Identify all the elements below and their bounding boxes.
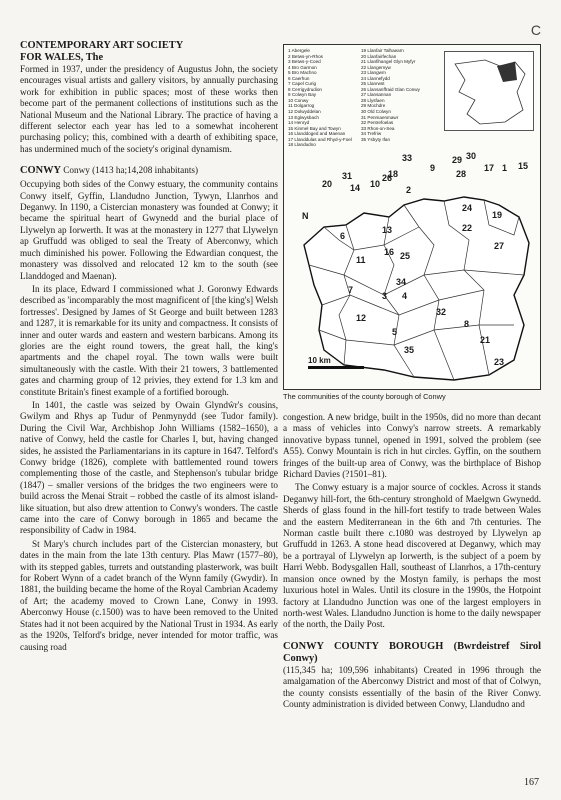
north-arrow: N [302,211,309,221]
right-paragraph-2: The Conwy estuary is a major source of cockles. Across it stands Deganwy hill-fort, the 6th-century stronghold of Maelgwn Gwynedd. Sherds of glass found in the hill-fort testify to trade between Wales and the eastern Mediterranean in the 6th and 7th centuries. The Norman castle built there c.1080 was destroyed by Llywelyn ap Gruffudd in 1263. A stone head discovered at Deganwy, which may be a portrayal of Llywelyn ap Iorwerth, is the subject of a poem by Harri Webb. Bodysgallen Hall, southeast of Llanrhos, a 17th-century mansion once owned by the Mostyn family, is perhaps the most luxurious hotel in Wales. Until its closure in the 1990s, the Hotpoint factory at Llandudno Junction was one of the largest employers in north-west Wales. Llandudno Junction is home to the daily newspaper of the north, the Daily Post. [283,482,541,630]
page-number: 167 [524,777,539,788]
legend-item: 4 Bro Garmon [288,64,317,70]
community-number: 35 [404,345,415,355]
ccb-body: Created in 1996 through the amalgamation of the Aberconwy District and most of that of Colwyn, the county consists essentially of the basin of the River Conwy. County administration is divided between Conwy, Llandudno and [283,664,541,709]
community-number: 34 [396,277,407,287]
legend-item: 10 Conwy [288,97,309,103]
legend-item: 27 Llansannan [361,92,392,98]
conwy-paragraph-4: St Mary's church includes part of the Cistercian monastery, but dates in the main from the late 13th century. Plas Mawr (1577–80), with its stepped gables, turrets and outstanding plasterwork, was built for Robert Wynn of a cadet branch of the Wynn family (Gwydir). In 1881, the building became the home of the Royal Cambrian Academy of Art; the academy moved to Crown Lane, Conwy in 1993. Aberconwy House (c.1500) was to have been removed to the United States had it not been acquired by the National Trust in 1934. As early as the 1920s, Telford's bridge, never intended for motor traffic, was causing road [20,538,278,652]
legend-item: 12 Dolwyddelan [288,109,321,115]
legend-item: 16 Llanddoged and Maenan [288,131,346,137]
map-caption: The communities of the county borough of Conwy [283,392,446,401]
community-number: 3 [382,291,388,301]
legend-item: 15 Kinmel Bay and Towyn [288,125,341,131]
legend-item: 8 Cerrigydrudion [288,86,322,92]
entry-heading-casw-2: FOR WALES, The [20,52,104,63]
legend-item: 35 Ysbyty Ifan [361,136,391,142]
community-number: 29 [452,155,463,165]
legend-item: 28 Llysfaen [361,97,385,103]
conwy-paragraph-1: Occupying both sides of the Conwy estuary, the community contains Conwy itself, Gyffin, Llandudno Junction, Tywyn, Llanrhos and Deganwy. In 1190, a Cistercian monastery was founded at Conwy; it became the spiritual heart of Gwynedd and the burial place of Llywelyn ap Iorwerth. It was at the monastery in 1277 that Llywelyn ap Gruffudd was obliged to seal the Treaty of Aberconwy, which much diminished his power. Following the Edwardian conquest, the monastery was dissolved and relocated 12 km to the south (see Llanddoged and Maenan). [20,179,278,281]
community-number: 23 [494,357,505,367]
community-number: 17 [484,163,495,173]
community-number: 4 [402,291,408,301]
community-number: 10 [370,179,381,189]
legend-item: 20 Llanfairfechan [361,53,397,59]
right-paragraph-1: congestion. A new bridge, built in the 1950s, did no more than decant a mass of vehicles into Conwy's narrow streets. A remarkably innovative bypass tunnel, opened in 1991, solved the problem (see A55). Conwy Mountain is rich in hut circles. Gyffin, on the southern fringes of the built-up area of Conwy, was the birthplace of Bishop Richard Davies (?1501–81). [283,412,541,480]
community-number: 9 [430,163,436,173]
map-inset-wales [444,51,534,131]
community-number: 1 [502,163,508,173]
entry-ccb-first [283,665,541,711]
conwy-communities-map [283,44,541,390]
legend-item: 33 Rhos-on-Sea [361,125,395,131]
community-number: 32 [436,307,447,317]
map-scale-bar [308,356,364,369]
legend-item: 21 Llanfihangel Glyn Myfyr [361,59,416,65]
community-number: 13 [382,225,393,235]
legend-item: 6 Caerhun [288,75,310,81]
community-number: 19 [492,210,503,220]
entry-conwy-first [20,165,278,177]
legend-item: 13 Eglwysbach [288,114,319,120]
community-number: 12 [356,313,367,323]
legend-item: 26 Llansanffraid Glan Conwy [361,86,420,92]
entry-heading-conwy-details: Conwy (1413 ha;14,208 inhabitants) [63,165,199,176]
community-number: 20 [322,179,333,189]
legend-item: 29 Mochdre [361,103,386,109]
community-number: 24 [462,203,473,213]
legend-item: 3 Betws-y-Coed [288,59,321,65]
community-number: 26 [382,173,393,183]
legend-item: 17 Llanddulas and Rhyd-y-Foel [288,136,352,142]
legend-item: 1 Abergele [288,48,310,53]
legend-item: 30 Old Colwyn [361,109,391,115]
community-number: 5 [392,327,398,337]
legend-item: 19 Llanfair Talhaearn [361,48,404,53]
entry-heading-casw: CONTEMPORARY ART SOCIETY [20,40,184,51]
page-letter: C [530,22,541,38]
legend-item: 24 Llannefydd [361,75,390,81]
community-number: 18 [388,169,399,179]
entry-body-casw: Formed in 1937, under the presidency of Augustus John, the society encourages visual artists and gallery visitors, by annually purchasing work for exhibition in public spaces; most of these works then become part of the permanent collections of institutions such as the National Museum and the National Library. The practice of having a different selector each year has led to a somewhat incoherent purchasing policy; this, combined with a dearth of exhibiting space, has undermined much of the society's original dynamism. [20,64,278,154]
conwy-paragraph-3: In 1401, the castle was seized by Owain Glyndŵr's cousins, Gwilym and Rhys ap Tudur of Penmynydd (see Tudor family). During the Civil War, Archbishop John Williams (1582–1650), a native of Conwy, held the castle for Charles I, but, having changed sides, he assisted the Parliamentarians in its capture in 1647. Telford's Conwy bridge (1826), complete with battlemented round towers complementing those of the castle, and Stephenson's tubular bridge (1847) – smaller versions of the bridges the two engineers were to build across the Menai Strait – robbed the castle of its almost island-like situation, but also drew attention to Conwy's wonders. The castle came into the care of Conwy borough in 1865 and became the responsibility of Cadw in 1984. [20,399,278,536]
legend-item: 2 Betws-yn-Rhos [288,53,323,59]
legend-item: 14 Henryd [288,120,310,126]
legend-item: 7 Capel Curig [288,81,317,87]
scale-label: 10 km [308,356,331,365]
community-number: 2 [406,185,412,195]
legend-item: 34 Trefriw [361,131,382,137]
community-number: 28 [456,169,467,179]
entry-heading-ccb: CONWY COUNTY BOROUGH (Bwrdeistref Sirol Conwy) [283,640,541,664]
community-number: 16 [384,247,395,257]
community-number: 6 [340,231,346,241]
legend-item: 11 Dolgarrog [288,103,315,109]
conwy-paragraph-2: In its place, Edward I commissioned what J. Goronwy Edwards described as 'incomparably the most magnificent of [the king's] Welsh fortresses'. Designed by James of St George and built between 1283 and 1287, it is remarkable for its unity and compactness. It consists of inner and outer wards and eastern and western barbicans. Among its glories are the eight round towers, the great hall, the king's apartments and the chapel royal. The town walls were built simultaneously with the castle. With their 21 towers, 3 battlemented gates and charming group of 12 privies, they extend for 1.3 km and constitute Britain's finest example of a fortified borough. [20,283,278,397]
legend-item: 31 Penmaenmawr [361,114,399,120]
community-number: 8 [464,319,470,329]
entry-heading-ccb-details: (115,345 ha; 109,596 inhabitants) [283,664,418,675]
legend-item: 32 Pentrefoelas [361,120,394,126]
legend-item: 5 Bro Machno [288,70,317,76]
legend-item: 22 Llangernyw [361,64,391,70]
community-number: 7 [348,285,354,295]
community-number: 15 [518,161,529,171]
right-column [283,412,541,712]
community-number: 14 [350,183,361,193]
community-number: 11 [356,255,366,265]
community-number: 33 [402,153,413,163]
community-number: 25 [400,251,411,261]
left-column [20,40,278,655]
community-number: 30 [466,151,477,161]
legend-item: 9 Colwyn Bay [288,92,317,98]
community-number: 21 [480,335,491,345]
map-legend [288,48,430,148]
entry-heading-conwy: CONWY [20,165,61,177]
legend-item: 18 Llandudno [288,142,316,148]
community-number: 31 [342,171,353,181]
community-number: 27 [494,241,505,251]
legend-item: 25 Llanrwst [361,81,385,87]
legend-item: 23 Llangwm [361,70,386,76]
community-number: 22 [462,223,473,233]
